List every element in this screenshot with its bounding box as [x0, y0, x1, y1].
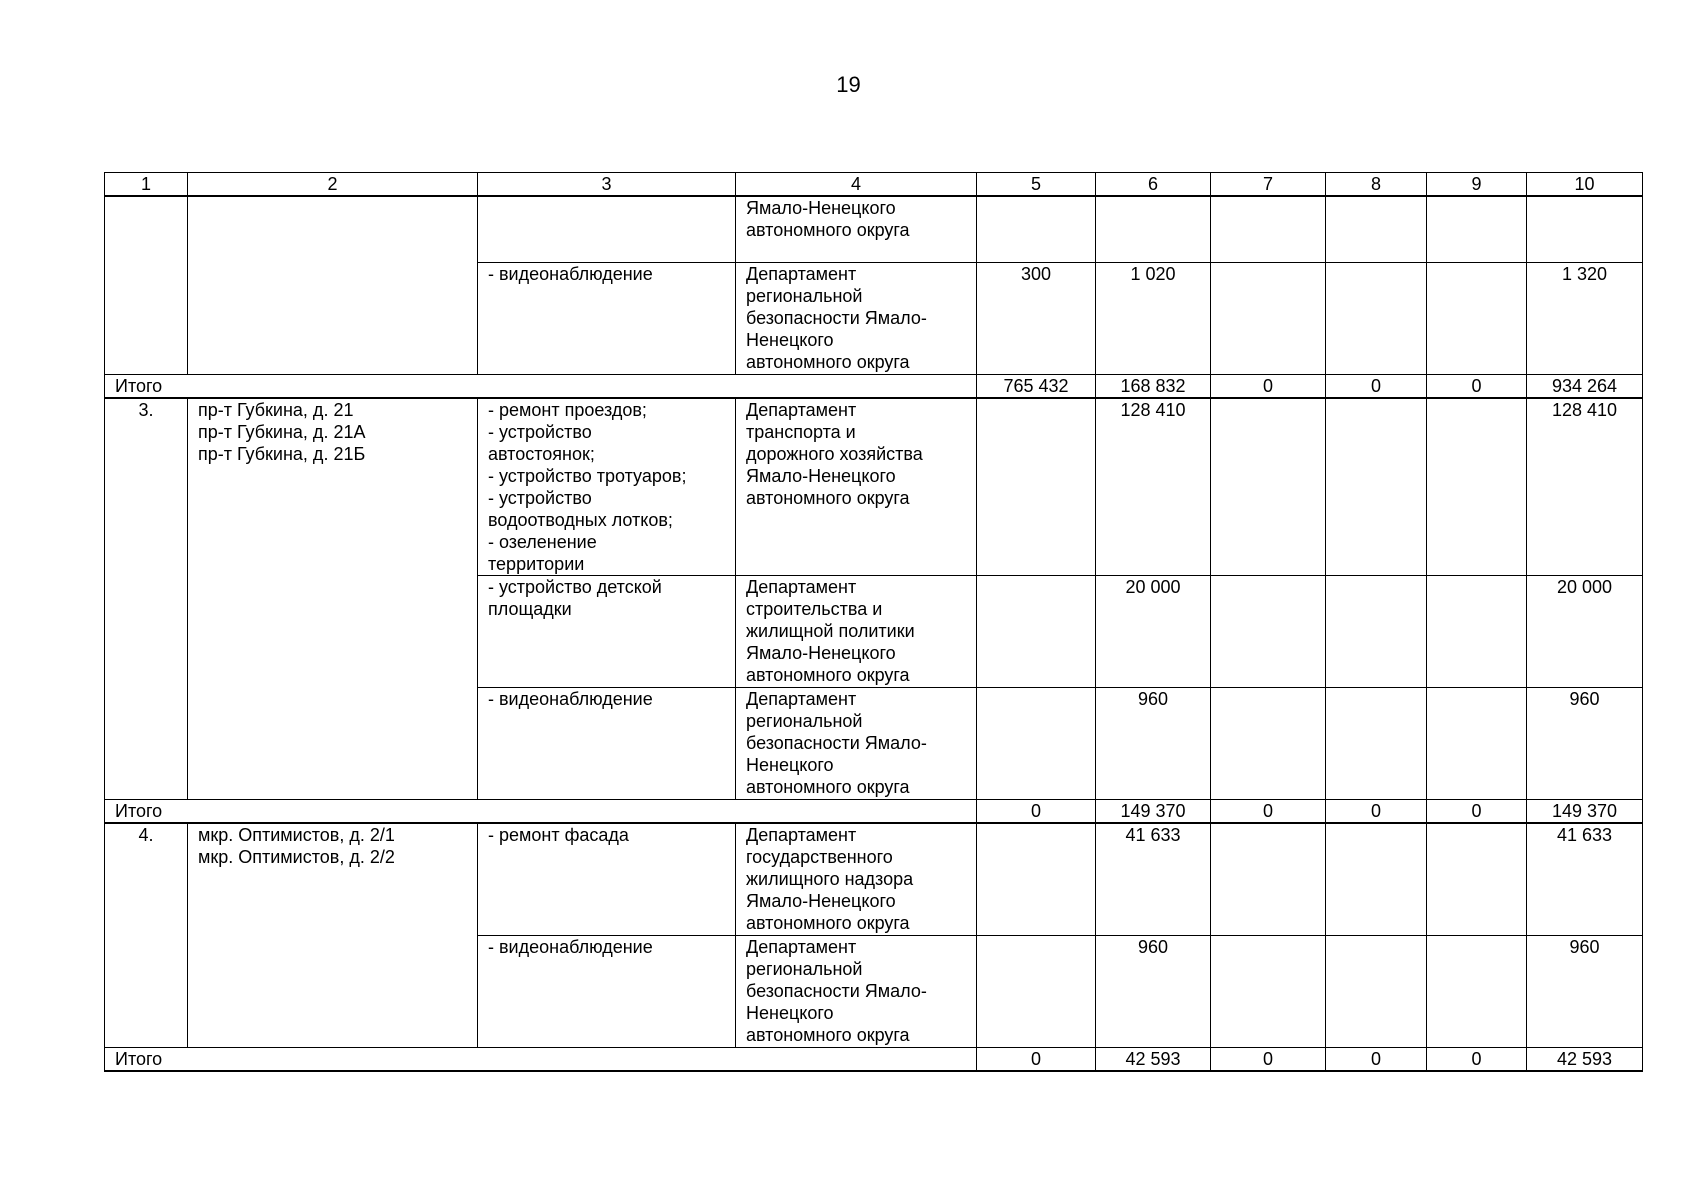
value-cell	[1326, 688, 1427, 800]
total-value: 934 264	[1527, 374, 1643, 398]
value-cell	[977, 823, 1096, 935]
column-number: 10	[1527, 173, 1643, 197]
work-cell: - устройство детской площадки	[478, 576, 736, 688]
value-cell	[1211, 398, 1326, 576]
total-value: 149 370	[1096, 800, 1211, 824]
total-value: 149 370	[1527, 800, 1643, 824]
total-label: Итого	[105, 374, 977, 398]
department-cell: Департамент региональной безопасности Ямало- Ненецкого автономного округа	[736, 935, 977, 1047]
total-value: 0	[1427, 1047, 1527, 1071]
value-cell	[1427, 823, 1527, 935]
value-cell	[1326, 823, 1427, 935]
department-cell: Департамент транспорта и дорожного хозяйства Ямало-Ненецкого автономного округа	[736, 398, 977, 576]
table-row	[105, 398, 1643, 576]
value-cell: 20 000	[1096, 576, 1211, 688]
value-cell: 1 020	[1096, 262, 1211, 374]
value-cell: 1 320	[1527, 262, 1643, 374]
total-value: 0	[1211, 374, 1326, 398]
total-value: 42 593	[1527, 1047, 1643, 1071]
value-cell	[1211, 823, 1326, 935]
work-cell: - видеонаблюдение	[478, 262, 736, 374]
value-cell	[1326, 576, 1427, 688]
work-cell: - ремонт проездов; - устройство автостоянок; - устройство тротуаров; - устройство водоотводных лотков; - озеленение территории	[478, 398, 736, 576]
page-number: 19	[836, 72, 861, 97]
value-cell: 41 633	[1527, 823, 1643, 935]
value-cell	[1211, 688, 1326, 800]
column-number-row	[105, 173, 1643, 197]
value-cell	[1096, 196, 1211, 262]
value-cell	[977, 398, 1096, 576]
department-cell: Ямало-Ненецкого автономного округа	[736, 196, 977, 262]
value-cell	[977, 196, 1096, 262]
value-cell	[1427, 196, 1527, 262]
total-value: 42 593	[1096, 1047, 1211, 1071]
total-value: 0	[1211, 800, 1326, 824]
total-value: 765 432	[977, 374, 1096, 398]
total-row	[105, 374, 1643, 398]
item-number-cell: 3.	[105, 398, 188, 800]
column-number: 7	[1211, 173, 1326, 197]
column-number: 2	[188, 173, 478, 197]
value-cell	[1211, 576, 1326, 688]
value-cell	[977, 935, 1096, 1047]
total-value: 0	[1326, 374, 1427, 398]
item-number-cell: 4.	[105, 823, 188, 1047]
table-row	[105, 196, 1643, 262]
column-number: 3	[478, 173, 736, 197]
total-value: 0	[1326, 1047, 1427, 1071]
value-cell	[1211, 196, 1326, 262]
value-cell: 128 410	[1096, 398, 1211, 576]
value-cell	[1326, 262, 1427, 374]
total-value: 0	[977, 1047, 1096, 1071]
total-value: 0	[1427, 800, 1527, 824]
value-cell	[1427, 262, 1527, 374]
address-cell: пр-т Губкина, д. 21 пр-т Губкина, д. 21А пр-т Губкина, д. 21Б	[188, 398, 478, 800]
value-cell: 300	[977, 262, 1096, 374]
total-row	[105, 800, 1643, 824]
value-cell	[1211, 262, 1326, 374]
value-cell	[1326, 398, 1427, 576]
total-label: Итого	[105, 800, 977, 824]
department-cell: Департамент государственного жилищного надзора Ямало-Ненецкого автономного округа	[736, 823, 977, 935]
item-number-cell	[105, 196, 188, 374]
column-number: 4	[736, 173, 977, 197]
value-cell: 960	[1096, 935, 1211, 1047]
value-cell	[1427, 688, 1527, 800]
program-table	[104, 172, 1643, 1072]
table-row	[105, 823, 1643, 935]
value-cell: 960	[1527, 688, 1643, 800]
department-cell: Департамент региональной безопасности Ямало- Ненецкого автономного округа	[736, 262, 977, 374]
total-value: 0	[1326, 800, 1427, 824]
work-cell: - ремонт фасада	[478, 823, 736, 935]
value-cell	[1427, 576, 1527, 688]
work-cell: - видеонаблюдение	[478, 688, 736, 800]
value-cell	[1427, 398, 1527, 576]
value-cell: 960	[1096, 688, 1211, 800]
work-cell	[478, 196, 736, 262]
department-cell: Департамент строительства и жилищной политики Ямало-Ненецкого автономного округа	[736, 576, 977, 688]
value-cell	[1427, 935, 1527, 1047]
column-number: 5	[977, 173, 1096, 197]
total-label: Итого	[105, 1047, 977, 1071]
value-cell	[1326, 196, 1427, 262]
value-cell: 128 410	[1527, 398, 1643, 576]
total-row	[105, 1047, 1643, 1071]
column-number: 9	[1427, 173, 1527, 197]
column-number: 6	[1096, 173, 1211, 197]
department-cell: Департамент региональной безопасности Ямало- Ненецкого автономного округа	[736, 688, 977, 800]
value-cell	[1527, 196, 1643, 262]
address-cell: мкр. Оптимистов, д. 2/1 мкр. Оптимистов, д. 2/2	[188, 823, 478, 1047]
value-cell	[977, 576, 1096, 688]
value-cell: 41 633	[1096, 823, 1211, 935]
address-cell	[188, 196, 478, 374]
value-cell	[1326, 935, 1427, 1047]
total-value: 168 832	[1096, 374, 1211, 398]
total-value: 0	[977, 800, 1096, 824]
total-value: 0	[1211, 1047, 1326, 1071]
value-cell: 20 000	[1527, 576, 1643, 688]
work-cell: - видеонаблюдение	[478, 935, 736, 1047]
total-value: 0	[1427, 374, 1527, 398]
value-cell: 960	[1527, 935, 1643, 1047]
value-cell	[977, 688, 1096, 800]
column-number: 1	[105, 173, 188, 197]
column-number: 8	[1326, 173, 1427, 197]
value-cell	[1211, 935, 1326, 1047]
